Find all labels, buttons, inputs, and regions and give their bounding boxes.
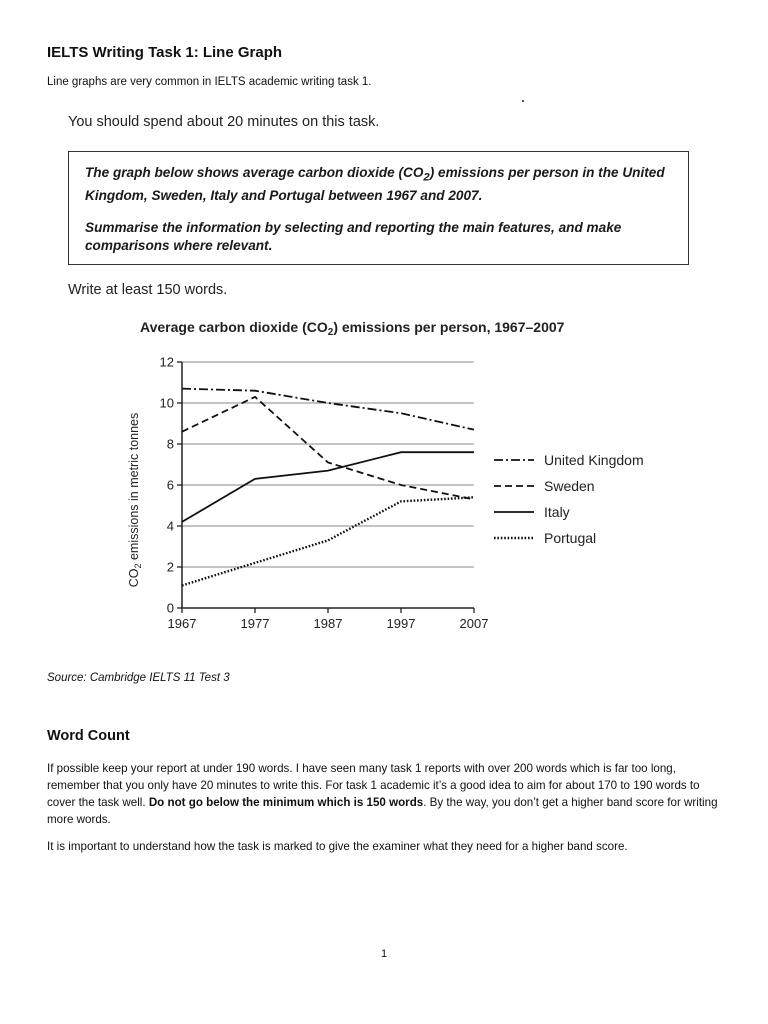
document-title: IELTS Writing Task 1: Line Graph [47, 44, 283, 61]
series-line-sweden [182, 397, 474, 500]
y-axis-label [127, 413, 143, 588]
word-minimum: Write at least 150 words. [68, 282, 228, 298]
x-tick-label-1997: 1997 [386, 616, 416, 631]
legend-label-sweden: Sweden [544, 478, 595, 494]
legend-label-italy: Italy [544, 504, 570, 520]
task-description-subscript: 2 [423, 171, 430, 184]
word-count-text-b: . By the way, you don’t get a higher band score for writing more words. [47, 796, 718, 826]
y-tick-label-8: 8 [166, 436, 174, 452]
task-instruction: You should spend about 20 minutes on this task. [68, 114, 380, 130]
chart-title-part-b: ) emissions per person, 1967–2007 [333, 319, 565, 335]
y-tick-label-2: 2 [166, 559, 174, 575]
y-axis-label-part-b: emissions in metric tonnes [127, 412, 141, 564]
series-line-portugal [182, 497, 474, 585]
stray-mark [522, 100, 524, 102]
line-chart [120, 310, 680, 640]
y-axis-label-subscript: 2 [133, 563, 143, 569]
x-tick-label-1987: 1987 [313, 616, 343, 631]
task-box [68, 151, 689, 265]
source-citation: Source: Cambridge IELTS 11 Test 3 [47, 672, 230, 684]
chart-title-part-a: Average carbon dioxide (CO [140, 319, 328, 335]
y-tick-label-12: 12 [159, 354, 174, 370]
marking-paragraph: It is important to understand how the task is marked to give the examiner what they need for a higher band score. [47, 840, 628, 853]
y-tick-label-6: 6 [166, 477, 174, 493]
word-count-paragraph [47, 760, 727, 828]
task-description [85, 164, 670, 205]
page-number: 1 [380, 948, 388, 960]
intro-text: Line graphs are very common in IELTS academic writing task 1. [47, 76, 372, 88]
chart-title [140, 319, 565, 338]
chart-title-subscript: 2 [327, 327, 334, 338]
task-description-part-b: ) emissions per person in the United Kingdom, Sweden, Italy and Portugal between 1967 and 2007. [85, 165, 665, 203]
y-axis-label-part-a: CO [127, 568, 141, 588]
task-description-part-a: The graph below shows average carbon dioxide (CO [85, 165, 424, 180]
series-line-united-kingdom [182, 389, 474, 430]
chart-legend [494, 452, 644, 546]
y-tick-label-10: 10 [159, 395, 174, 411]
x-tick-label-1967: 1967 [167, 616, 197, 631]
x-tick-label-2007: 2007 [459, 616, 489, 631]
task-summary-instruction: Summarise the information by selecting and reporting the main features, and make comparisons where relevant. [85, 219, 622, 253]
y-tick-label-0: 0 [166, 600, 174, 616]
line-chart-svg [120, 310, 680, 640]
x-tick-label-1977: 1977 [240, 616, 270, 631]
legend-label-portugal: Portugal [544, 530, 597, 546]
word-count-text-a: If possible keep your report at under 190 words. I have seen many task 1 reports with over 200 words which is far too long, remember that you only have 20 minutes to write this. For task 1 academic it’s a good idea to aim for about 170 to 190 words to cover the task well. [47, 762, 700, 809]
plot-area [160, 355, 489, 632]
y-tick-label-4: 4 [166, 518, 174, 534]
legend-label-united-kingdom: United Kingdom [544, 452, 644, 468]
word-count-heading: Word Count [47, 728, 130, 744]
word-count-bold-text: Do not go below the minimum which is 150 words [148, 796, 424, 809]
